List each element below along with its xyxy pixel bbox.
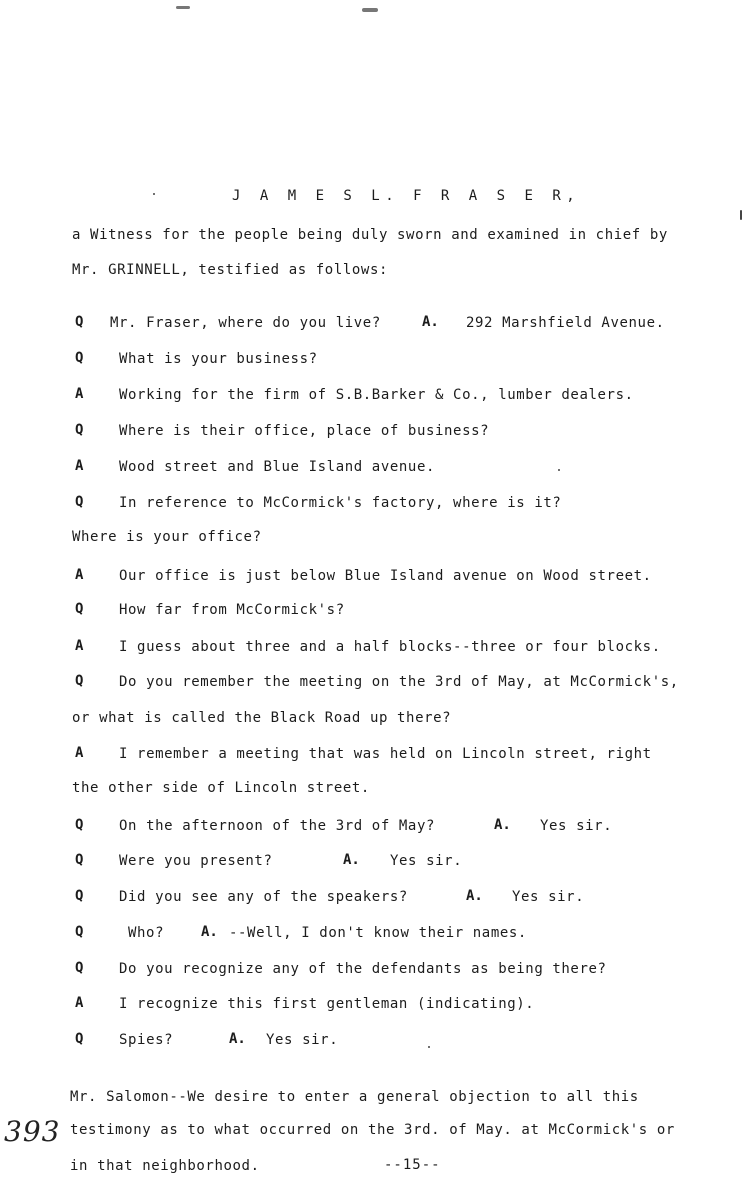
exchange-mark: Q	[75, 960, 84, 976]
exchange-mark: Q	[75, 350, 84, 366]
page-number: --15--	[384, 1157, 441, 1173]
objection-line-1: Mr. Salomon--We desire to enter a general objection to all this	[70, 1089, 639, 1105]
answer-text: Yes sir.	[540, 818, 613, 834]
scan-mark	[362, 8, 378, 12]
exchange-text: What is your business?	[119, 351, 318, 367]
exchange-mark: Q	[75, 1031, 84, 1047]
answer-text: Yes sir.	[512, 889, 585, 905]
exchange-text: Who?	[128, 925, 165, 941]
exchange-mark: Q	[75, 673, 84, 689]
exchange-mark: A	[75, 638, 84, 654]
exchange-text: Were you present?	[119, 853, 273, 869]
answer-text: --Well, I don't know their names.	[229, 925, 527, 941]
answer-text: Yes sir.	[266, 1032, 339, 1048]
exchange-mark: Q	[75, 924, 84, 940]
answer-text: 292 Marshfield Avenue.	[466, 315, 665, 331]
intro-line-1: a Witness for the people being duly sworn and examined in chief by	[72, 227, 668, 243]
exchange-text: In reference to McCormick's factory, where is it?	[119, 495, 562, 511]
witness-title: J A M E S L. F R A S E R,	[232, 188, 581, 204]
answer-mark: A.	[466, 888, 483, 904]
exchange-mark: Q	[75, 422, 84, 438]
margin-page-number: 393	[4, 1115, 61, 1148]
answer-mark: A.	[494, 817, 511, 833]
answer-mark: A.	[422, 314, 439, 330]
exchange-mark: Q	[75, 601, 84, 617]
answer-mark: A.	[229, 1031, 246, 1047]
answer-mark: A.	[343, 852, 360, 868]
exchange-text: Do you remember the meeting on the 3rd of May, at McCormick's,	[119, 674, 679, 690]
exchange-text: Spies?	[119, 1032, 174, 1048]
exchange-text: Do you recognize any of the defendants as being there?	[119, 961, 607, 977]
scan-mark	[558, 469, 560, 471]
exchange-text: I recognize this first gentleman (indicating).	[119, 996, 535, 1012]
scan-mark	[153, 193, 155, 195]
exchange-mark: Q	[75, 494, 84, 510]
exchange-text: Our office is just below Blue Island avenue on Wood street.	[119, 568, 652, 584]
exchange-text: On the afternoon of the 3rd of May?	[119, 818, 436, 834]
intro-line-2: Mr. GRINNELL, testified as follows:	[72, 262, 389, 278]
answer-text: Yes sir.	[390, 853, 463, 869]
exchange-text: I remember a meeting that was held on Lincoln street, right	[119, 746, 652, 762]
exchange-text: the other side of Lincoln street.	[72, 780, 370, 796]
exchange-text: How far from McCormick's?	[119, 602, 345, 618]
exchange-mark: Q	[75, 314, 84, 330]
exchange-mark: A	[75, 745, 84, 761]
exchange-mark: Q	[75, 852, 84, 868]
objection-line-3: in that neighborhood.	[70, 1158, 260, 1174]
exchange-text: Where is your office?	[72, 529, 262, 545]
exchange-text: Working for the firm of S.B.Barker & Co., lumber dealers.	[119, 387, 634, 403]
exchange-text: Mr. Fraser, where do you live?	[110, 315, 381, 331]
exchange-text: Did you see any of the speakers?	[119, 889, 408, 905]
scan-mark	[176, 6, 190, 9]
exchange-mark: A	[75, 458, 84, 474]
scan-mark	[740, 210, 742, 220]
exchange-text: Where is their office, place of business?	[119, 423, 490, 439]
exchange-mark: A	[75, 995, 84, 1011]
exchange-text: Wood street and Blue Island avenue.	[119, 459, 436, 475]
exchange-mark: Q	[75, 817, 84, 833]
exchange-mark: A	[75, 567, 84, 583]
exchange-mark: A	[75, 386, 84, 402]
exchange-mark: Q	[75, 888, 84, 904]
objection-line-2: testimony as to what occurred on the 3rd. of May. at McCormick's or	[70, 1122, 675, 1138]
exchange-text: I guess about three and a half blocks--three or four blocks.	[119, 639, 661, 655]
scan-mark	[428, 1046, 430, 1048]
answer-mark: A.	[201, 924, 218, 940]
exchange-text: or what is called the Black Road up there?	[72, 710, 452, 726]
